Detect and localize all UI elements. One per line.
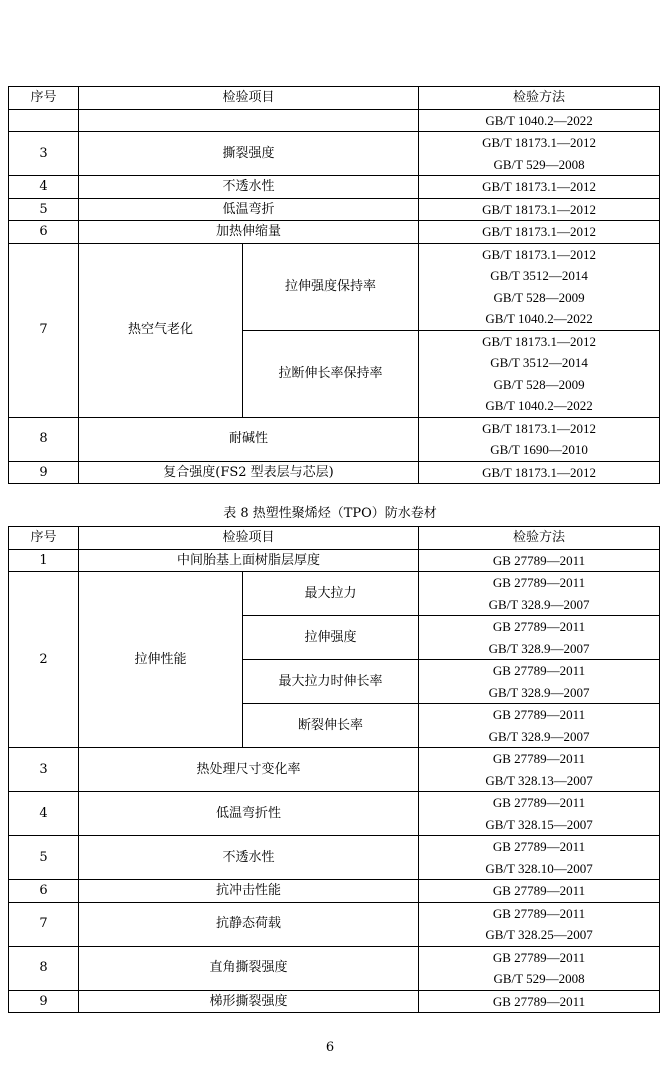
header-no: 序号 (9, 87, 79, 110)
table-continued (8, 86, 660, 484)
item-cell: 加热伸缩量 (79, 221, 419, 244)
method-cell: GB/T 18173.1—2012 (419, 461, 660, 484)
table-row (9, 836, 660, 880)
method-cell: GB 27789—2011 (419, 549, 660, 572)
table-row (9, 132, 660, 176)
row-number: 7 (9, 243, 79, 417)
row-number: 9 (9, 990, 79, 1013)
table-row (9, 176, 660, 199)
table-row (9, 572, 660, 616)
item-cell: 低温弯折 (79, 198, 419, 221)
header-method: 检验方法 (419, 527, 660, 550)
method-cell: GB 27789—2011 (419, 880, 660, 903)
item-cell: 热处理尺寸变化率 (79, 748, 419, 792)
row-number: 8 (9, 417, 79, 461)
table-row (9, 221, 660, 244)
method-cell: GB 27789—2011 GB/T 529—2008 (419, 946, 660, 990)
row-number: 3 (9, 132, 79, 176)
table-header-row (9, 87, 660, 110)
row-number: 1 (9, 549, 79, 572)
method-cell: GB/T 18173.1—2012 GB/T 1690—2010 (419, 417, 660, 461)
method-cell: GB 27789—2011 GB/T 328.9—2007 (419, 616, 660, 660)
table-row (9, 109, 660, 132)
row-number: 6 (9, 880, 79, 903)
item-cell: 抗冲击性能 (79, 880, 419, 903)
item-cell: 低温弯折性 (79, 792, 419, 836)
row-number: 8 (9, 946, 79, 990)
header-item: 检验项目 (79, 527, 419, 550)
sub-item-cell: 最大拉力时伸长率 (243, 660, 419, 704)
method-cell: GB 27789—2011 GB/T 328.9—2007 (419, 704, 660, 748)
sub-item-cell: 拉伸强度保持率 (243, 243, 419, 330)
row-number: 2 (9, 572, 79, 748)
method-cell: GB/T 18173.1—2012 (419, 176, 660, 199)
item-cell: 撕裂强度 (79, 132, 419, 176)
method-cell: GB 27789—2011 GB/T 328.9—2007 (419, 572, 660, 616)
table-row (9, 748, 660, 792)
item-cell: 抗静态荷载 (79, 902, 419, 946)
item-cell: 耐碱性 (79, 417, 419, 461)
method-cell: GB 27789—2011 GB/T 328.15—2007 (419, 792, 660, 836)
table-header-row (9, 527, 660, 550)
row-number: 6 (9, 221, 79, 244)
row-number: 4 (9, 176, 79, 199)
row-number: 9 (9, 461, 79, 484)
sub-item-cell: 拉断伸长率保持率 (243, 330, 419, 417)
method-cell: GB 27789—2011 GB/T 328.25—2007 (419, 902, 660, 946)
item-cell: 不透水性 (79, 176, 419, 199)
method-cell: GB 27789—2011 GB/T 328.13—2007 (419, 748, 660, 792)
method-cell: GB 27789—2011 GB/T 328.9—2007 (419, 660, 660, 704)
item-cell: 复合强度(FS2 型表层与芯层) (79, 461, 419, 484)
method-cell: GB/T 18173.1—2012 GB/T 3512—2014 GB/T 528—2009 GB/T 1040.2—2022 (419, 330, 660, 417)
table-row (9, 902, 660, 946)
table-row (9, 198, 660, 221)
sub-item-cell: 拉伸强度 (243, 616, 419, 660)
method-cell: GB/T 1040.2—2022 (419, 109, 660, 132)
page-number: 6 (325, 1040, 335, 1055)
method-cell: GB 27789—2011 (419, 990, 660, 1013)
table-row (9, 243, 660, 330)
method-cell: GB 27789—2011 GB/T 328.10—2007 (419, 836, 660, 880)
row-number: 5 (9, 198, 79, 221)
item-cell: 中间胎基上面树脂层厚度 (79, 549, 419, 572)
table-row (9, 990, 660, 1013)
item-cell: 直角撕裂强度 (79, 946, 419, 990)
table-tpo (8, 526, 660, 1013)
table-row (9, 461, 660, 484)
method-cell: GB/T 18173.1—2012 GB/T 3512—2014 GB/T 528—2009 GB/T 1040.2—2022 (419, 243, 660, 330)
item-cell: 拉伸性能 (79, 572, 243, 748)
table-row (9, 880, 660, 903)
header-no: 序号 (9, 527, 79, 550)
header-item: 检验项目 (79, 87, 419, 110)
table-row (9, 417, 660, 461)
table-row (9, 946, 660, 990)
header-method: 检验方法 (419, 87, 660, 110)
row-number: 7 (9, 902, 79, 946)
table-row (9, 792, 660, 836)
row-number: 3 (9, 748, 79, 792)
method-cell: GB/T 18173.1—2012 (419, 198, 660, 221)
item-cell: 热空气老化 (79, 243, 243, 417)
row-number: 5 (9, 836, 79, 880)
sub-item-cell: 最大拉力 (243, 572, 419, 616)
item-cell: 不透水性 (79, 836, 419, 880)
sub-item-cell: 断裂伸长率 (243, 704, 419, 748)
item-cell: 梯形撕裂强度 (79, 990, 419, 1013)
table-row (9, 549, 660, 572)
table-caption: 表 8 热塑性聚烯烃（TPO）防水卷材 (223, 506, 437, 521)
row-number: 4 (9, 792, 79, 836)
method-cell: GB/T 18173.1—2012 GB/T 529—2008 (419, 132, 660, 176)
method-cell: GB/T 18173.1—2012 (419, 221, 660, 244)
